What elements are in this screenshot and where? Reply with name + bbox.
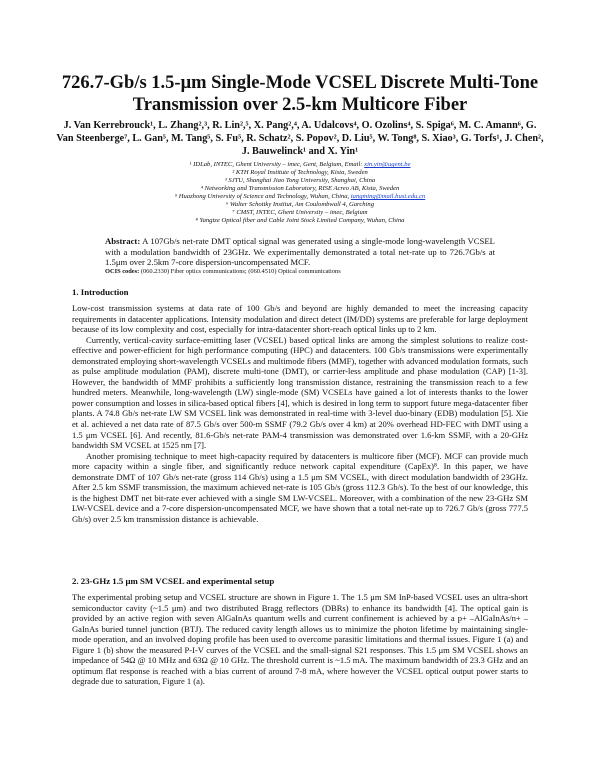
affiliation-line: ⁵ Huazhong University of Science and Technology, Wuhan, China, tangming@mail.hust.edu.cn [174, 193, 426, 200]
paragraph: Currently, vertical-cavity surface-emitting laser (VCSEL) based optical links are among the simplest solutions to realize cost-effective and power-efficient for high performance computing (HPC) and datacenters. 100 Gb/s transmissions were experimentally demonstrated employing short-wavelength VCSELs and multimode fibers (MMF), together with advanced modulation formats, such as pulse amplitude modulation (PAM), discrete multi-tone (DMT), or carrier-less amplitude and phase modulation (CAP) [1-3]. However, the bandwidth of MMF prohibits a sufficiently long transmission distance, restraining the transmission reach to a few hundred meters. Meanwhile, long-wavelength (LW) single-mode (SM) VCSELs have gained a lot of interests thanks to the lower power consumption and losses in silica-based optical fibers [4], which is desired in long term to support future mega-datacenter fiber plants. A 74.8 Gb/s net-rate LW SM VCSEL link was demonstrated in real-time with 3-level duo-binary (EDB) modulation [5]. Xie et al. achieved a net data rate of 87.5 Gb/s over 500-m SSMF (79.2 Gb/s over 4 km) at 20% overhead HD-FEC with DMT using a 1.5 μm VCSEL [6]. And recently, 81.6-Gb/s net-rate PAM-4 transmission was demonstrated over 1.6-km SSMF, with a 20-GHz bandwidth SM VCSEL at 1525 nm [7]. [72, 334, 528, 451]
section-heading-introduction: 1. Introduction [72, 287, 129, 297]
paper-title: 726.7-Gb/s 1.5-μm Single-Mode VCSEL Discrete Multi-Tone Transmission over 2.5-km Multicore Fiber [61, 73, 539, 115]
vcsel-setup-body [72, 592, 528, 687]
introduction-body [72, 303, 528, 524]
paragraph: Another promising technique to meet high-capacity required by datacenters is multicore fiber (MCF). MCF can provide much more capacity within a single fiber, and significantly reduce network capital expenditure (CapEx)⁸. In this paper, we have demonstrate DMT of 107 Gb/s net-rate (gross 114 Gb/s) using a 1.5 μm SM VCSEL, with direct modulation bandwidth of 23GHz. After 2.5 km SSMF transmission, the maximum achieved net-rate is 105 Gb/s (gross 112.3 Gb/s). To the best of our knowledge, this is the highest DMT net bit-rate ever achieved with a single SM LW-VCSEL. Moreover, with a combination of the new 23-GHz SM LW-VCSEL device and a 7-core dispersion-uncompensated MCF, we have shown that a total net-rate up to 726.7 Gb/s (gross 777.5 Gb/s) over 2.5 km transmission distance is achievable. [72, 450, 528, 524]
author-list: J. Van Kerrebrouck¹, L. Zhang²,³, R. Lin²,⁵, X. Pang²,⁴, A. Udalcovs⁴, O. Ozolins⁴, S. Spiga⁶, M. C. Amann⁶, G. Van Steenberge⁷, L. Gan⁵, M. Tang⁵, S. Fu⁵, R. Schatz², S. Popov², D. Liu⁵, W. Tong⁸, S. Xiao³, G. Torfs¹, J. Chen², J. Bauwelinck¹ and X. Yin¹ [56, 120, 544, 157]
abstract-text: A 107Gb/s net-rate DMT optical signal was generated using a single-mode long-wavelength VCSEL with a modulation bandwidth of 23GHz. We experimentally demonstrated a total net-rate up to 726.7Gb/s at 1.5μm over 2.5km 7-core dispersion-uncompensated MCF. [105, 236, 495, 268]
affiliation-line: ¹ IDLab, INTEC, Ghent University – imec, Gent, Belgium, Email: xin.yin@ugent.be [189, 161, 411, 168]
paragraph: Low-cost transmission systems at data rate of 100 Gb/s and beyond are highly demanded to meet the increasing capacity requirements in datacenter applications. Intensity modulation and direct detect (IM/DD) systems are preferable for large deployment because of its low complexity and cost, especially for intra-datacenter short-reach optical links up to 2 km. [72, 303, 528, 335]
abstract-label: Abstract: [105, 236, 141, 246]
affiliation-line: ² KTH Royal Institute of Technology, Kista, Sweden [232, 169, 368, 176]
paragraph: The experimental probing setup and VCSEL structure are shown in Figure 1. The 1.5 μm SM InP-based VCSEL uses an ultra-short semiconductor cavity (~1.5 μm) and two distributed Bragg reflectors (DBRs) to enhance its bandwidth [4]. The optical gain is provided by an active region with seven AlGaInAs quantum wells and current confinement is achieved by a p+ –AlGaInAs/n+ –GaInAs buried tunnel junction (BTJ). The reduced cavity length allows us to minimize the photon lifetime by maintaining single-mode operation, and an involved doping profile has been used to overcome parasitic limitations and thermal issues. Figure 1 (a) and Figure 1 (b) show the measured P-I-V curves of the VCSEL and the small-signal S21 responses. This 1.5 μm SM VCSEL shows an impedance of 54Ω @ 10 MHz and 63Ω @ 10 GHz. The threshold current is ~1.5 mA. The maximum bandwidth of 23.3 GHz and an optimum flat response is reached with a bias current of around 7-8 mA, where however the VCSEL optical output power starts to degrade due to saturation, Figure 1 (a). [72, 592, 528, 687]
email-link[interactable]: tangming@mail.hust.edu.cn [350, 193, 426, 200]
ocis-label: OCIS codes: [105, 268, 140, 275]
affiliation-list [60, 161, 540, 225]
affiliation-line: ⁴ Networking and Transmission Laboratory, RISE Acreo AB, Kista, Sweden [200, 185, 400, 192]
affiliation-line: ⁸ Yangtze Optical fiber and Cable Joint Stock Limited Company, Wuhan, China [195, 217, 405, 224]
section-heading-vcsel-setup: 2. 23-GHz 1.5 μm SM VCSEL and experimental setup [72, 576, 275, 586]
ocis-text: (060.2330) Fiber optics communications; (060.4510) Optical communications [139, 268, 341, 275]
affiliation-line: ⁶ Walter Schottky Institut, Am Coulombwall 4, Garching [225, 201, 375, 208]
ocis-codes [105, 268, 500, 276]
affiliation-line: ⁷ CMST, INTEC, Ghent University – imec, Belgium [232, 209, 368, 216]
abstract [105, 236, 495, 268]
email-link[interactable]: xin.yin@ugent.be [364, 161, 411, 168]
affiliation-line: ³ SJTU, Shanghai Jiao Tong University, Shanghai, China [224, 177, 376, 184]
